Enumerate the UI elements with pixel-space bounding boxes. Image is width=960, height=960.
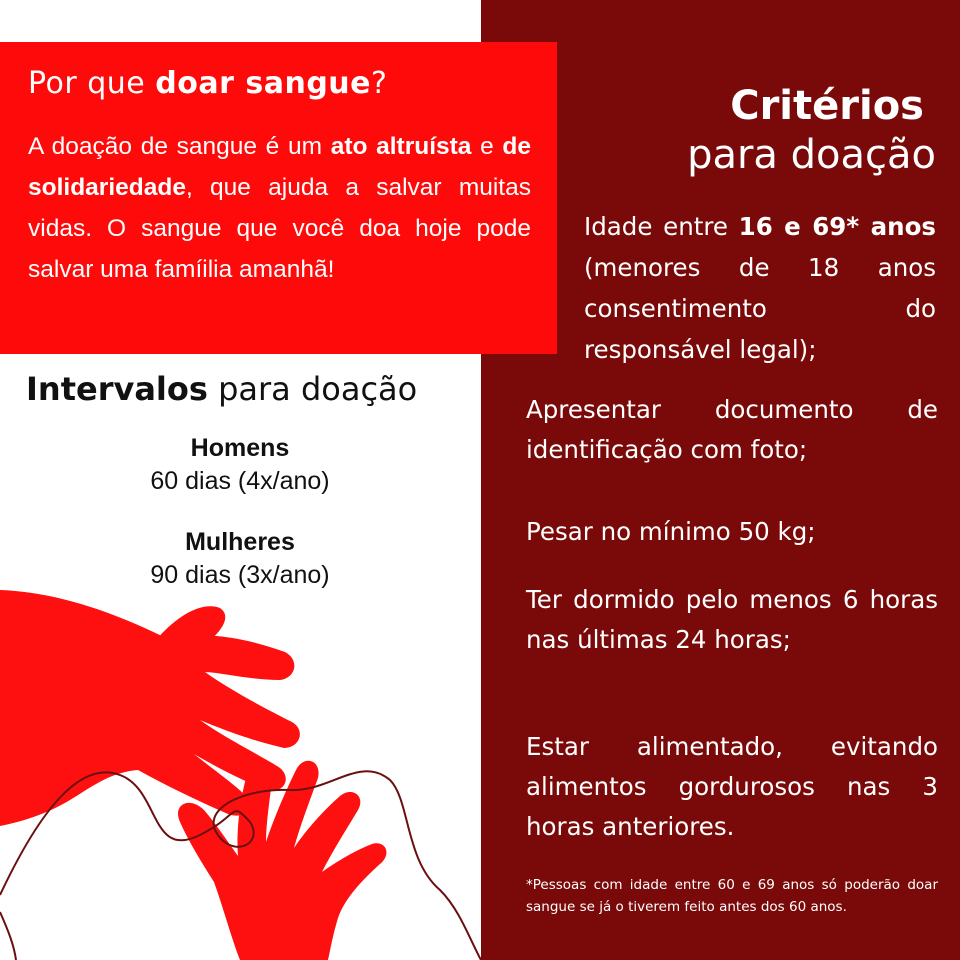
criteria-title-line1: Critérios: [730, 83, 924, 129]
thread-line-left: [0, 912, 16, 960]
criteria-sleep: Ter dormido pelo menos 6 horas nas últimas 24 horas;: [526, 585, 938, 654]
interval-men-label: Homens: [190, 434, 290, 462]
hands-illustration: [0, 560, 481, 960]
why-donate-text: A doação de sangue é um ato altruísta e de solidariedade, que ajuda a salvar muitas vidas. O sangue que você doa hoje pode salvar uma famíilia amanhã!: [28, 133, 531, 283]
intervals-title: Intervalos para doação: [26, 370, 418, 408]
interval-women-value: 90 dias (3x/ano): [150, 561, 330, 589]
criteria-age: Idade entre 16 e 69* anos (menores de 18 anos consentimento do responsável legal);: [584, 212, 936, 364]
age-footnote: *Pessoas com idade entre 60 e 69 anos só poderão doar sangue se já o tiverem feito antes dos 60 anos.: [526, 877, 938, 915]
criteria-title: [687, 82, 936, 180]
criteria-document: Apresentar documento de identificação com foto;: [526, 395, 938, 464]
criteria-weight: Pesar no mínimo 50 kg;: [526, 517, 816, 546]
why-donate-title: Por que doar sangue?: [28, 66, 388, 101]
interval-women-label: Mulheres: [185, 528, 295, 556]
interval-men: [60, 432, 420, 498]
criteria-food: Estar alimentado, evitando alimentos gordurosos nas 3 horas anteriores.: [526, 732, 938, 841]
criteria-title-line2: para doação: [687, 132, 936, 178]
interval-men-value: 60 dias (4x/ano): [150, 467, 330, 495]
